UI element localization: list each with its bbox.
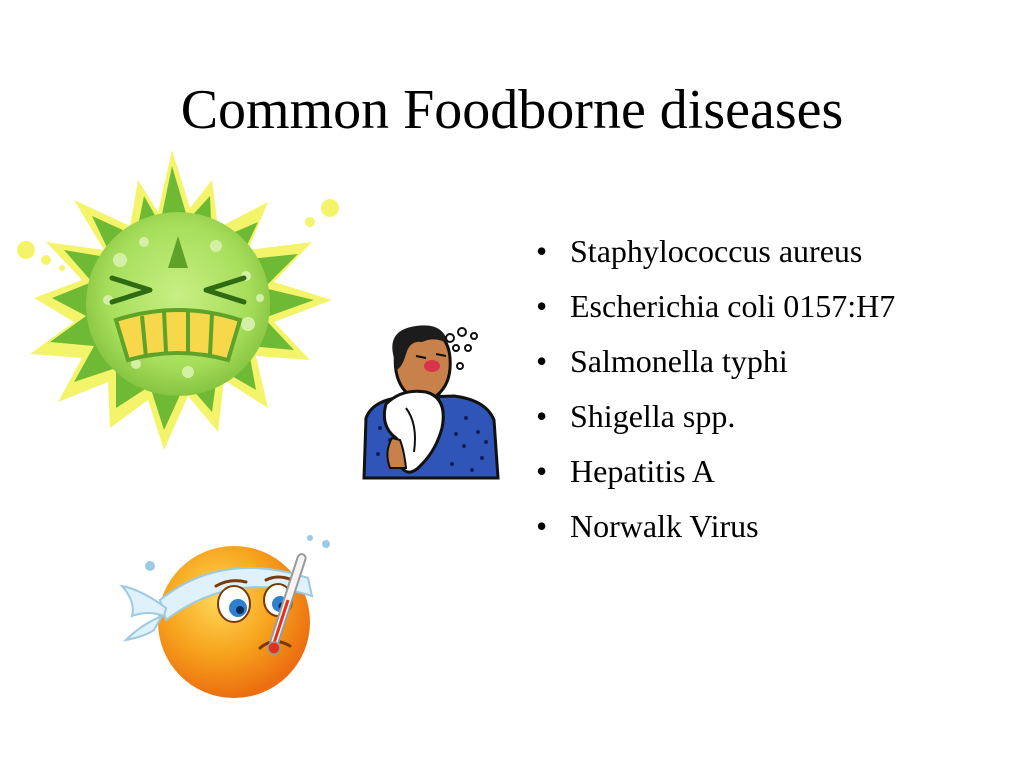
- list-item-text: Salmonella typhi: [570, 343, 788, 379]
- bullet-marker: •: [536, 398, 548, 434]
- bullet-marker: •: [536, 508, 548, 544]
- bullet-marker: •: [536, 233, 548, 269]
- list-item: [528, 452, 968, 490]
- list-item: [528, 342, 968, 380]
- bullet-marker: •: [536, 453, 548, 489]
- list-item-text: Norwalk Virus: [570, 508, 759, 544]
- sneezing-man-icon: [356, 318, 504, 482]
- list-item: [528, 287, 968, 325]
- list-item: [528, 232, 968, 270]
- list-item: [528, 507, 968, 545]
- bullet-marker: •: [536, 288, 548, 324]
- feverish-emoji-icon: [112, 530, 342, 698]
- disease-bullet-list: [528, 232, 968, 562]
- list-item-text: Shigella spp.: [570, 398, 736, 434]
- slide-title: Common Foodborne diseases: [180, 79, 844, 141]
- list-item-text: Escherichia coli 0157:H7: [570, 288, 896, 324]
- list-item: [528, 397, 968, 435]
- angry-green-germ-icon: [12, 150, 348, 456]
- bullet-marker: •: [536, 343, 548, 379]
- list-item-text: Hepatitis A: [570, 453, 715, 489]
- list-item-text: Staphylococcus aureus: [570, 233, 863, 269]
